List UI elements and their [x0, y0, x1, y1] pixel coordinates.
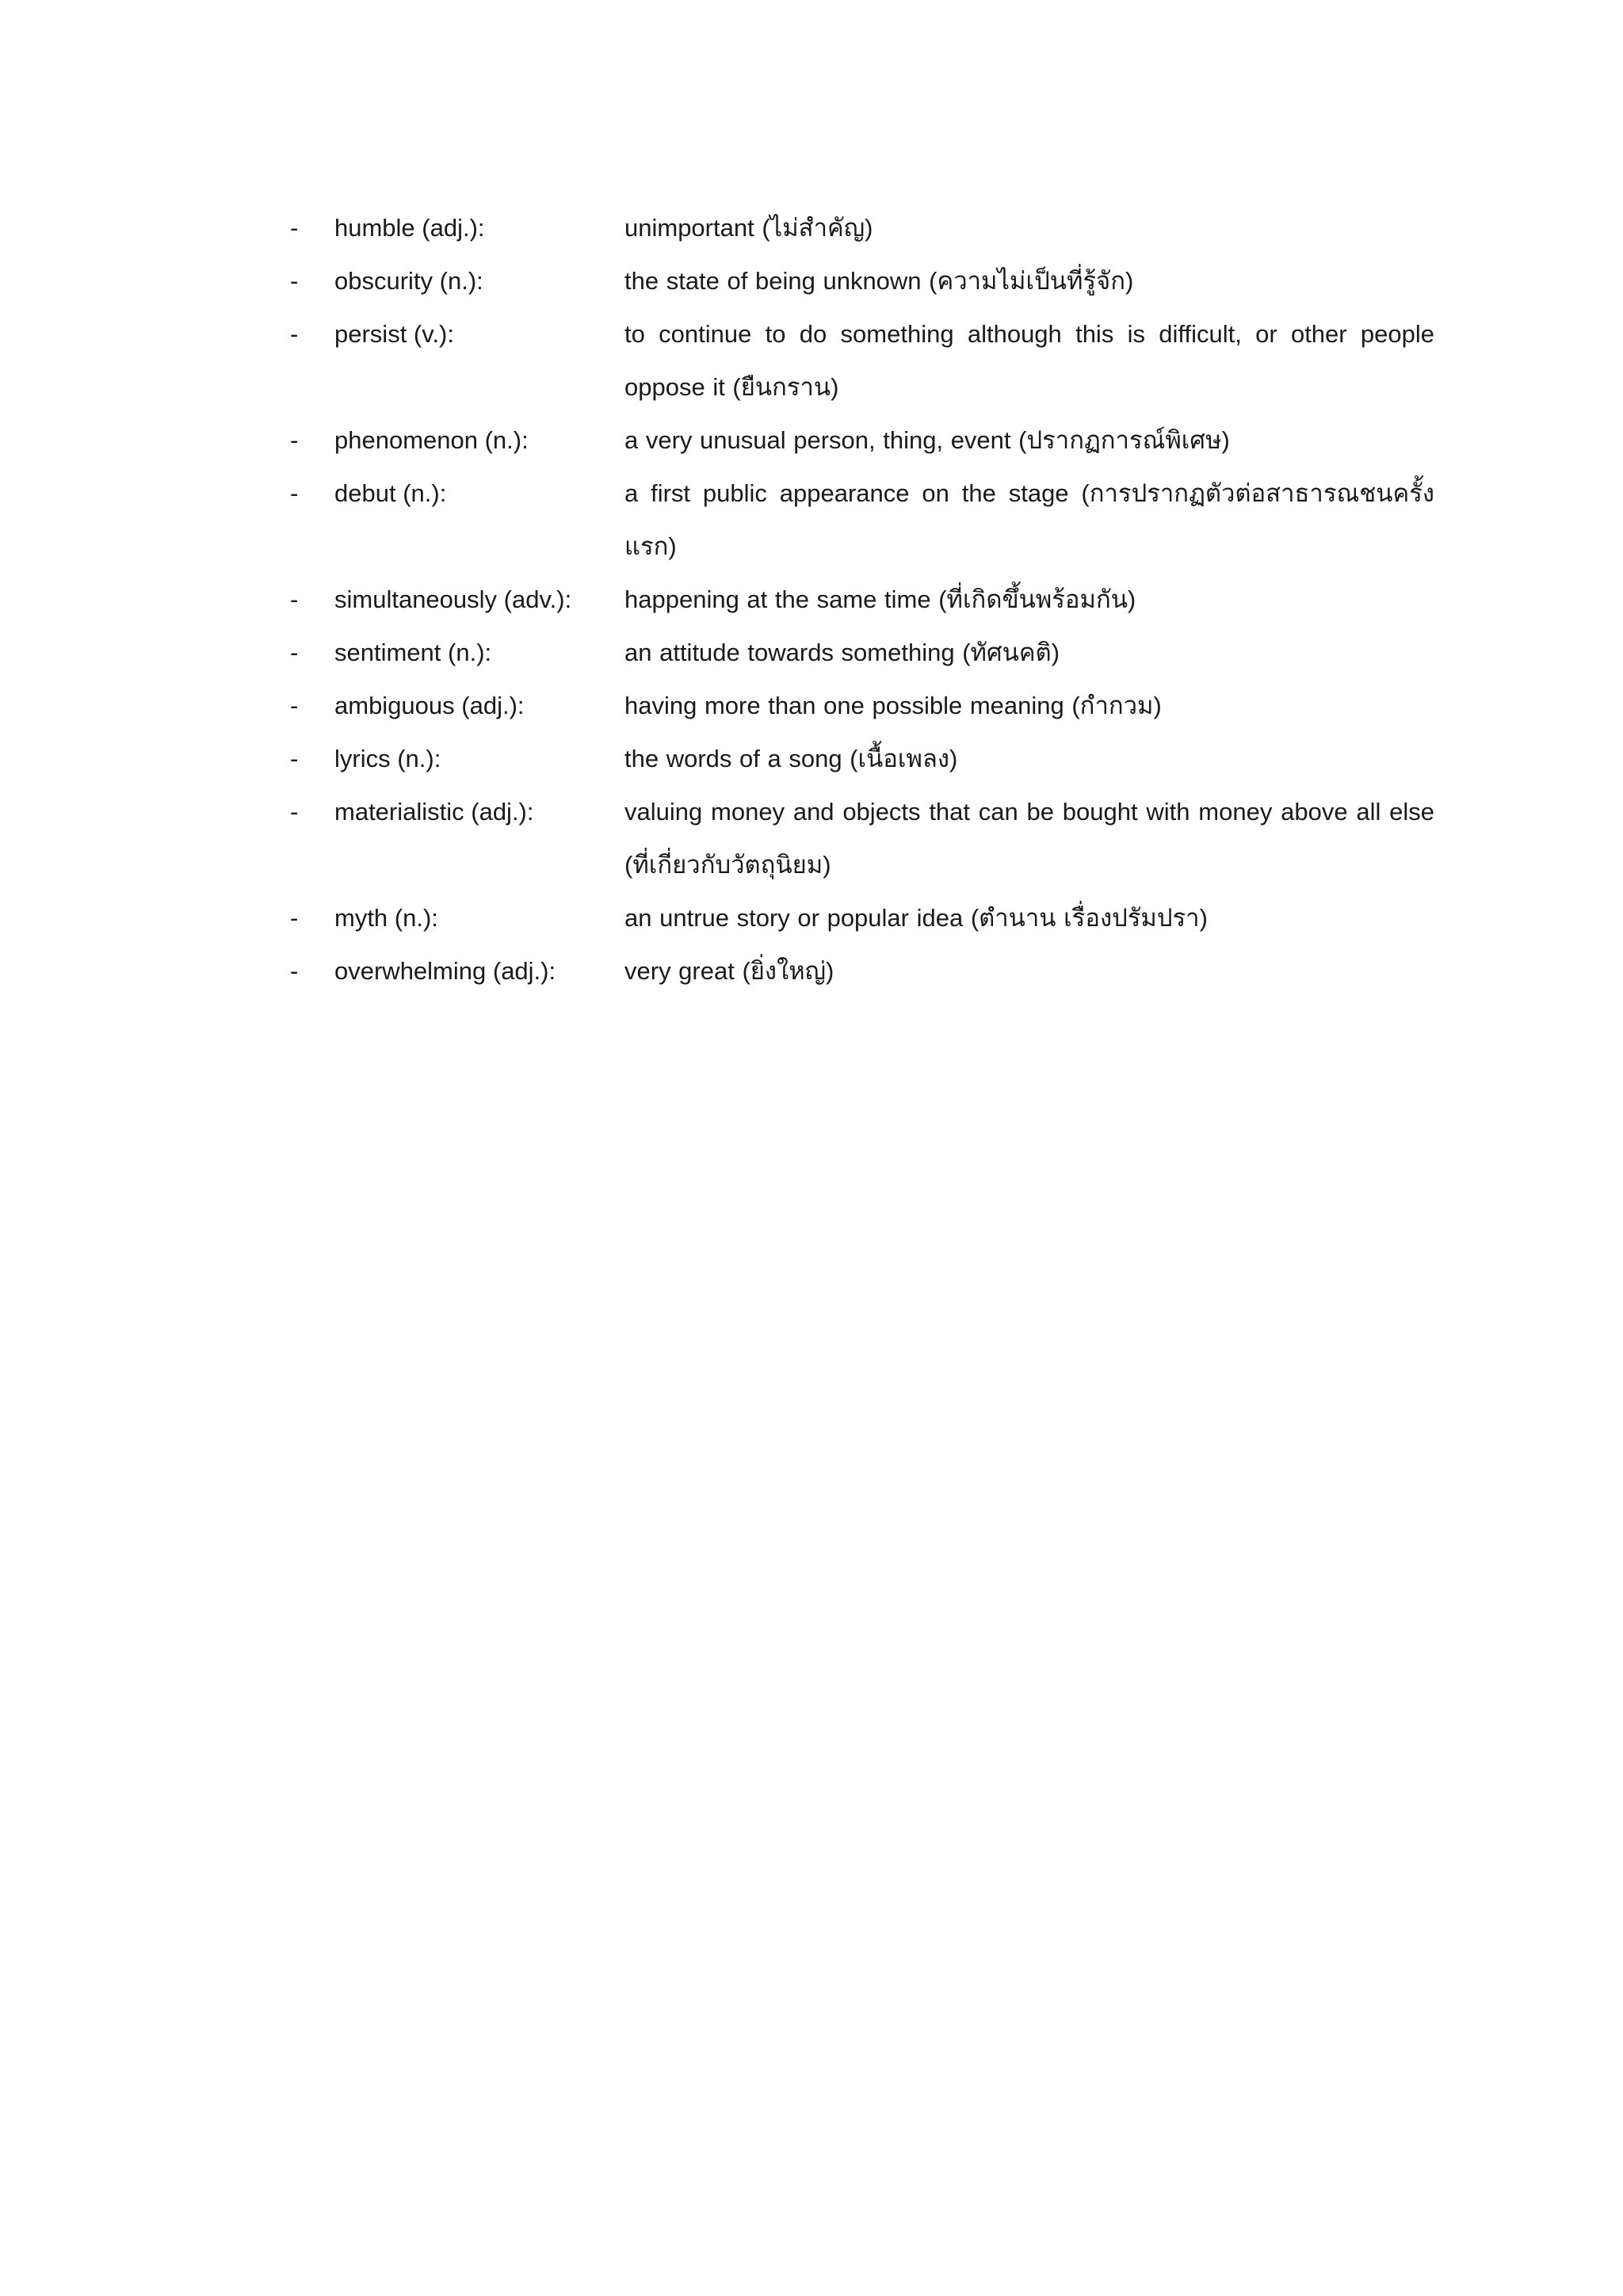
vocab-entry-simultaneously — [290, 573, 1434, 626]
vocab-term: obscurity (n.): — [334, 267, 483, 295]
vocab-definition: unimportant (ไม่สำคัญ) — [624, 214, 873, 242]
vocab-entry-humble — [290, 201, 1434, 254]
vocab-term: lyrics (n.): — [334, 745, 441, 772]
vocab-definition: a first public appearance on the stage (การปรากฏตัวต่อสาธารณชนครั้งแรก) — [624, 479, 1434, 560]
vocab-term: humble (adj.): — [334, 214, 485, 242]
list-bullet: - — [290, 267, 299, 295]
vocab-definition: happening at the same time (ที่เกิดขึ้นพร้อมกัน) — [624, 585, 1136, 613]
vocab-entry-phenomenon — [290, 414, 1434, 467]
vocab-definition: having more than one possible meaning (กำกวม) — [624, 692, 1162, 719]
list-bullet: - — [290, 320, 299, 348]
vocab-entry-obscurity — [290, 254, 1434, 307]
vocab-term: sentiment (n.): — [334, 639, 492, 666]
vocab-definition: valuing money and objects that can be bought with money above all else (ที่เกี่ยวกับวัตถุนิยม) — [624, 798, 1434, 879]
vocab-entry-lyrics — [290, 732, 1434, 785]
vocab-term: persist (v.): — [334, 320, 454, 348]
vocab-term: phenomenon (n.): — [334, 426, 529, 454]
vocab-term: ambiguous (adj.): — [334, 692, 525, 719]
list-bullet: - — [290, 692, 299, 719]
vocab-term: simultaneously (adv.): — [334, 585, 572, 613]
vocab-definition: an untrue story or popular idea (ตำนาน เรื่องปรัมปรา) — [624, 904, 1208, 932]
list-bullet: - — [290, 745, 299, 772]
list-bullet: - — [290, 957, 299, 985]
vocab-definition: to continue to do something although this is difficult, or other people oppose it (ยืนกราน) — [624, 320, 1434, 401]
vocab-definition: an attitude towards something (ทัศนคติ) — [624, 639, 1060, 666]
list-bullet: - — [290, 214, 299, 242]
list-bullet: - — [290, 798, 299, 826]
vocab-definition: the state of being unknown (ความไม่เป็นที่รู้จัก) — [624, 267, 1134, 295]
vocab-term: debut (n.): — [334, 479, 447, 507]
vocab-entry-materialistic — [290, 785, 1434, 891]
list-bullet: - — [290, 904, 299, 932]
vocab-term: materialistic (adj.): — [334, 798, 534, 826]
vocabulary-list — [290, 201, 1434, 997]
vocab-definition: very great (ยิ่งใหญ่) — [624, 957, 834, 985]
vocab-definition: a very unusual person, thing, event (ปรากฏการณ์พิเศษ) — [624, 426, 1230, 454]
list-bullet: - — [290, 585, 299, 613]
vocab-entry-overwhelming — [290, 944, 1434, 997]
vocab-entry-sentiment — [290, 626, 1434, 679]
vocab-entry-ambiguous — [290, 679, 1434, 732]
vocab-entry-debut — [290, 467, 1434, 573]
list-bullet: - — [290, 426, 299, 454]
vocab-entry-myth — [290, 891, 1434, 944]
list-bullet: - — [290, 479, 299, 507]
vocab-term: overwhelming (adj.): — [334, 957, 556, 985]
list-bullet: - — [290, 639, 299, 666]
vocab-entry-persist — [290, 307, 1434, 414]
vocab-definition: the words of a song (เนื้อเพลง) — [624, 745, 958, 772]
vocab-term: myth (n.): — [334, 904, 438, 932]
